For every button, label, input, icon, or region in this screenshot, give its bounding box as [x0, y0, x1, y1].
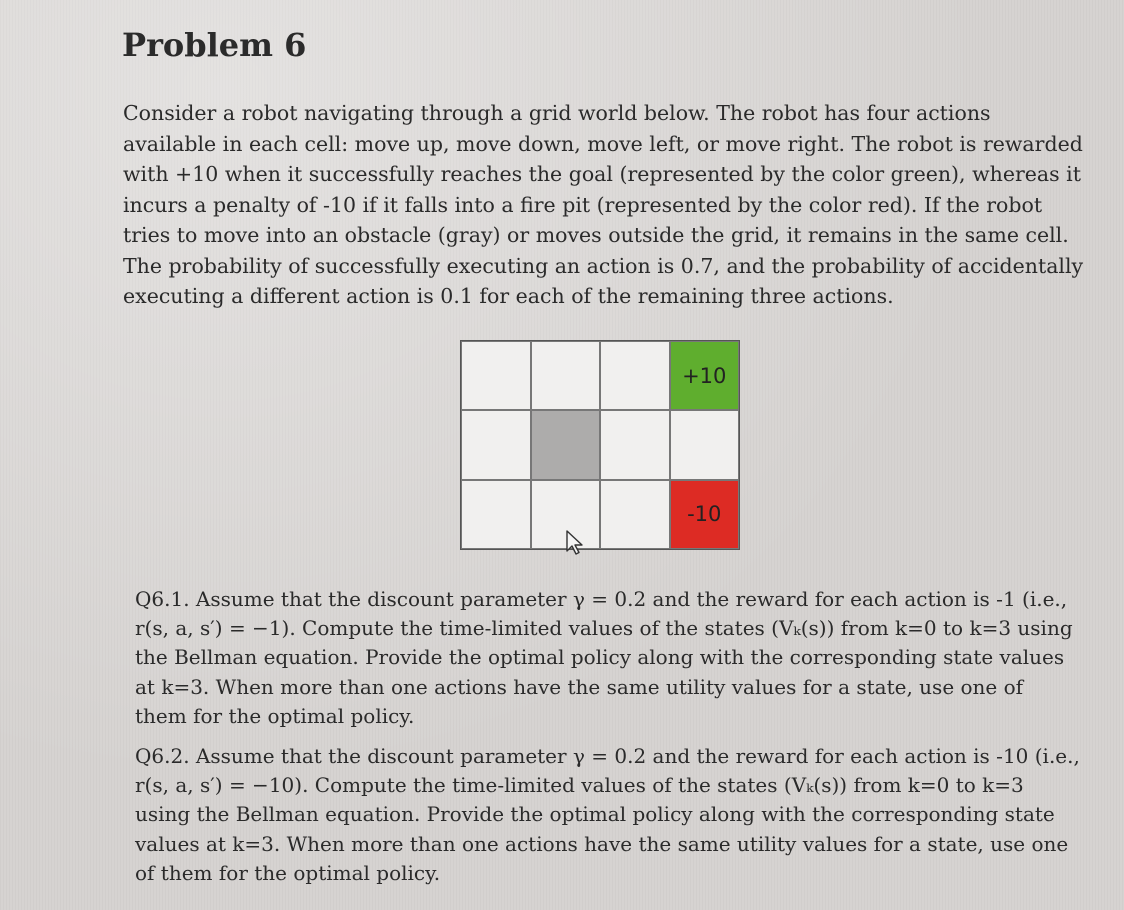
grid-cell-empty: [600, 341, 670, 410]
grid-cell-empty: [461, 410, 531, 479]
grid-world: [460, 340, 740, 550]
grid-cell-pit: -10: [670, 480, 740, 549]
grid-cell-empty: [670, 410, 740, 479]
problem-title: Problem 6: [122, 26, 307, 64]
grid-cell-empty: [461, 480, 531, 549]
problem-description: Consider a robot navigating through a grid world below. The robot has four actions available in each cell: move up, move down, move left, or move right. The robot is rewarded with +10 when it successfully reaches the goal (represented by the color green), whereas it incurs a penalty of -10 if it falls into a fire pit (represented by the color red). If the robot tries to move into an obstacle (gray) or moves outside the grid, it remains in the same cell. The probability of successfully executing an action is 0.7, and the probability of accidentally executing a different action is 0.1 for each of the remaining three actions.: [123, 101, 1084, 308]
grid-cell-empty: [461, 341, 531, 410]
grid-cell-obstacle: [531, 410, 601, 479]
mouse-cursor-icon: [565, 530, 585, 556]
grid-cell-empty: [600, 410, 670, 479]
grid-cell-goal: +10: [670, 341, 740, 410]
question-6-1: Q6.1. Assume that the discount parameter γ = 0.2 and the reward for each action is -1 (i.e., r(s, a, s′) = −1). Compute the time-limited values of the states (Vₖ(s)) from k=0 to k=3 using the Bellman equation. Provide the optimal policy along with the corresponding state values at k=3. When more than one actions have the same utility values for a state, use one of them for the optimal policy.: [135, 587, 1073, 728]
grid-cell-empty: [600, 480, 670, 549]
grid-cell-empty: [531, 341, 601, 410]
question-6-2: Q6.2. Assume that the discount parameter γ = 0.2 and the reward for each action is -10 (i.e., r(s, a, s′) = −10). Compute the time-limited values of the states (Vₖ(s)) from k=0 to k=3 using the Bellman equation. Provide the optimal policy along with the corresponding state values at k=3. When more than one actions have the same utility values for a state, use one of them for the optimal policy.: [135, 744, 1080, 885]
